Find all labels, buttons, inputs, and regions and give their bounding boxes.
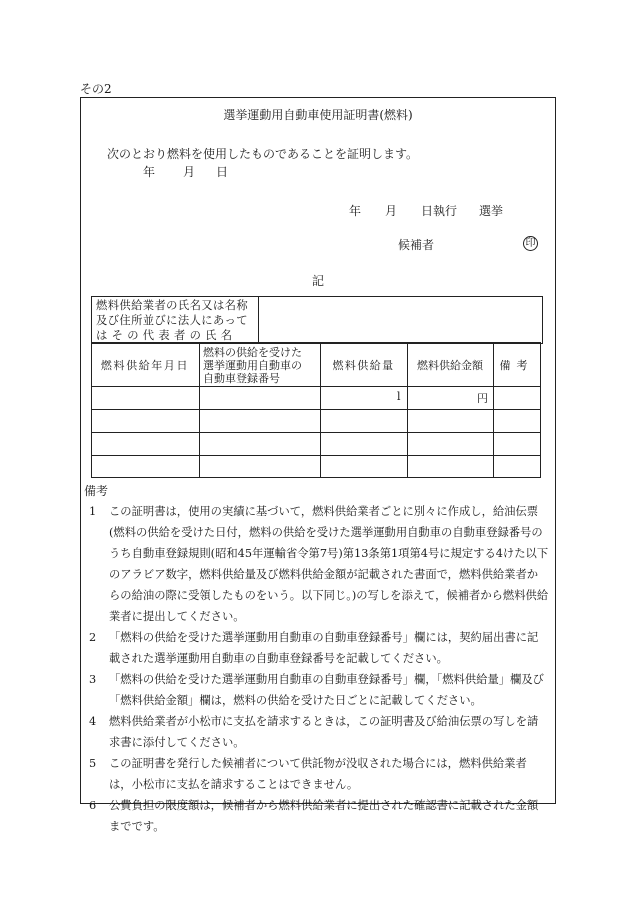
- ki-heading: 記: [311, 274, 324, 288]
- note-2-number: 2: [89, 631, 97, 644]
- election-day-executed: 日執行: [421, 204, 458, 218]
- note-6-number: 6: [89, 799, 97, 812]
- note-1-text: この証明書は，使用の実績に基づいて，燃料供給業者ごとに別々に作成し，給油伝票(燃料の供給を受けた日付，燃料の供給を受けた選挙運動用自動車の自動車登録番号のうち自動車登録規則(昭和45年運輸省令第7号)第13条第1項第4号に規定する4けた以下のアラビア数字，燃料供給量及び燃料供給金額が記載された書面で，燃料供給業者からの給油の際に受領したものをいう。以下同じ。)の写しを添えて，候補者から燃料供給業者に提出してください。: [109, 505, 549, 623]
- seal-mark: 印: [523, 236, 538, 251]
- cert-date-year: 年: [143, 165, 156, 179]
- amount-unit: 円: [477, 392, 488, 405]
- election-year: 年: [349, 204, 362, 218]
- note-1: [89, 501, 549, 627]
- note-3-text: 「燃料の供給を受けた選挙運動用自動車の自動車登録番号」欄，「燃料供給量」欄及び「燃料供給金額」欄は，燃料の供給を受けた日ごとに記載してください。: [109, 673, 544, 707]
- note-6-text: 公費負担の限度額は，候補者から燃料供給業者に提出された確認書に記載された金額までです。: [109, 799, 539, 833]
- note-3-number: 3: [89, 673, 97, 686]
- note-4-number: 4: [89, 715, 97, 728]
- note-5: [89, 753, 549, 795]
- note-2: [89, 627, 549, 669]
- header-registration-line-3: 自動車登録番号: [203, 372, 280, 385]
- note-6: [89, 795, 549, 837]
- header-supply-date: 燃料供給年月日: [100, 359, 190, 372]
- header-registration-line-1: 燃料の供給を受けた: [203, 346, 302, 359]
- header-registration-line-2: 選挙運動用自動車の: [203, 359, 302, 372]
- fuel-supply-table: [91, 342, 541, 478]
- cert-date-day: 日: [216, 165, 229, 179]
- supplier-info-table: [91, 296, 543, 344]
- election-month: 月: [385, 204, 398, 218]
- note-2-text: 「燃料の供給を受けた選挙運動用自動車の自動車登録番号」欄には，契約届出書に記載された選挙運動用自動車の自動車登録番号を記載してください。: [109, 631, 539, 665]
- note-5-text: この証明書を発行した候補者について供託物が没収された場合には，燃料供給業者は，小松市に支払を請求することはできません。: [109, 757, 527, 791]
- header-fuel-quantity: 燃料供給量: [332, 359, 395, 372]
- certificate-form: [80, 97, 556, 833]
- supplier-value-cell[interactable]: [259, 297, 542, 343]
- note-4: [89, 711, 549, 753]
- quantity-unit: l: [397, 390, 401, 403]
- header-fuel-amount: 燃料供給金額: [417, 359, 483, 372]
- supplier-label-line-3: はその代表者の氏名: [96, 329, 237, 342]
- header-remarks: 備考: [499, 359, 534, 372]
- cert-date-month: 月: [183, 165, 196, 179]
- note-5-number: 5: [89, 757, 97, 770]
- candidate-label: 候補者: [398, 238, 435, 252]
- supplier-label-line-2: 及び住所並びに法人にあって: [96, 314, 248, 327]
- election-name: 選挙: [479, 204, 504, 218]
- supplier-label-line-1: 燃料供給業者の氏名又は名称: [96, 299, 249, 312]
- page-label: その2: [80, 82, 112, 96]
- note-4-text: 燃料供給業者が小松市に支払を請求するときは，この証明書及び給油伝票の写しを請求書に添付してください。: [109, 715, 539, 749]
- supplier-label-cell: [92, 297, 259, 343]
- note-1-number: 1: [89, 505, 97, 518]
- notes-heading: 備考: [84, 484, 109, 498]
- document-title: 選挙運動用自動車使用証明書(燃料): [223, 108, 413, 122]
- note-3: [89, 669, 549, 711]
- certification-statement: 次のとおり燃料を使用したものであることを証明します。: [107, 147, 419, 161]
